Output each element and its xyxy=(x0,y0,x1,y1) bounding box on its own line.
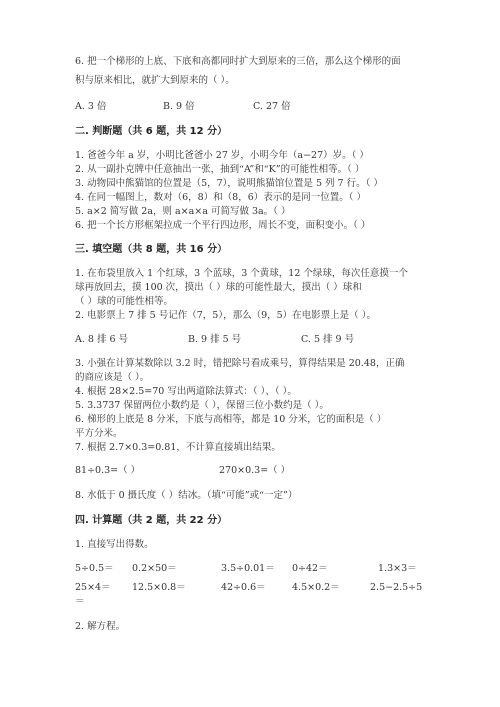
fill-q5: 5. 3.3737 保留两位小数约是（ ），保留三位小数约是（ ）。 xyxy=(75,400,329,411)
q6-prev-line1: 6. 把一个梯形的上底、下底和高都同时扩大到原来的三倍，那么这个梯形的面 xyxy=(75,56,401,67)
calc-r2-c2: 12.5×0.8＝ xyxy=(132,582,186,593)
fill-q3-line2: 的商应该是（ ）。 xyxy=(75,372,150,383)
fill-q1-line3: （ ）球的可能性相等。 xyxy=(75,296,174,307)
calc-r1-c3: 3.5÷0.01＝ xyxy=(221,563,275,574)
judge-item-3: 3. 动物园中熊猫馆的位置是（5，7），说明熊猫馆位置是 5 列 7 行。（ ） xyxy=(75,178,383,189)
judge-item-2: 2. 从一副扑克牌中任意抽出一张，抽到“A”和“K”的可能性相等。（ ） xyxy=(75,164,365,175)
fill-q7-line1: 7. 根据 2.7×0.3=0.81，不计算直接填出结果。 xyxy=(75,442,281,453)
q6-prev-line2: 积与原来相比，就扩大到原来的（ ）。 xyxy=(75,75,235,86)
fill-q1-line2: 球再放回去，摸 100 次，摸出（ ）球的可能性最大，摸出（ ）球和 xyxy=(75,282,362,293)
fill-q3-line1: 3. 小强在计算某数除以 3.2 时，错把除号看成乘号，算得结果是 20.48，正确 xyxy=(75,358,405,369)
fill-q7-calc-b: 270×0.3=（ ） xyxy=(219,465,291,476)
calc-r1-c4: 0÷42＝ xyxy=(292,563,328,574)
fill-q2-option-b: B. 9 排 5 号 xyxy=(188,334,242,345)
fill-q6-line1: 6. 梯形的上底是 8 分米，下底与高相等，都是 10 分米，它的面积是（ ） xyxy=(75,414,387,425)
fill-q4: 4. 根据 28×2.5=70 写出两道除法算式：（ ）、（ ）。 xyxy=(75,386,297,397)
q6-prev-option-c: C. 27 倍 xyxy=(253,101,291,112)
judge-item-4: 4. 在同一幅图上，数对（6，8）和（8，6）表示的是同一位置。（ ） xyxy=(75,192,367,203)
calc-r1-c2: 0.2×50＝ xyxy=(132,563,177,574)
fill-q1-line1: 1. 在布袋里放入 1 个红球，3 个蓝球，3 个黄球，12 个绿球，每次任意摸一个 xyxy=(75,268,408,279)
calc-q1-label: 1. 直接写出得数。 xyxy=(75,539,154,550)
section2-title: 二. 判断题（共 6 题，共 12 分） xyxy=(75,126,228,137)
fill-q2-line1: 2. 电影票上 7 排 5 号记作（7，5），那么（9，5）在电影票上是（ ）。 xyxy=(75,310,376,321)
q6-prev-option-b: B. 9 倍 xyxy=(163,101,195,112)
calc-r2-extra: ＝ xyxy=(75,596,85,607)
calc-r1-c1: 5÷0.5＝ xyxy=(75,563,114,574)
section4-title: 四. 计算题（共 2 题，共 22 分） xyxy=(75,515,228,526)
calc-r1-c5: 1.3×3＝ xyxy=(378,563,417,574)
calc-r2-c3: 42÷0.6＝ xyxy=(221,582,266,593)
q6-prev-option-a: A. 3 倍 xyxy=(75,101,107,112)
calc-r2-c1: 25×4＝ xyxy=(75,582,111,593)
fill-q2-option-c: C. 5 排 9 号 xyxy=(301,334,355,345)
fill-q2-option-a: A. 8 排 6 号 xyxy=(75,334,129,345)
calc-q2-label: 2. 解方程。 xyxy=(75,621,126,632)
fill-q7-calc-a: 81÷0.3=（ ） xyxy=(75,465,141,476)
calc-r2-c5: 2.5−2.5÷5 xyxy=(370,582,423,593)
calc-r2-c4: 4.5×0.2＝ xyxy=(292,582,340,593)
section3-title: 三. 填空题（共 8 题，共 16 分） xyxy=(75,244,228,255)
fill-q8: 8. 水低于 0 摄氏度（ ）结冰。（填“可能”或“一定”） xyxy=(75,490,298,501)
fill-q6-line2: 平方分米。 xyxy=(75,428,123,439)
judge-item-1: 1. 爸爸今年 a 岁，小明比爸爸小 27 岁，小明今年（a−27）岁。（ ） xyxy=(75,150,369,161)
judge-item-6: 6. 把一个长方形框架拉成一个平行四边形，周长不变，面积变小。（ ） xyxy=(75,220,371,231)
judge-item-5: 5. a×2 简写做 2a，则 a×a×a 可简写做 3a。（ ） xyxy=(75,206,291,217)
